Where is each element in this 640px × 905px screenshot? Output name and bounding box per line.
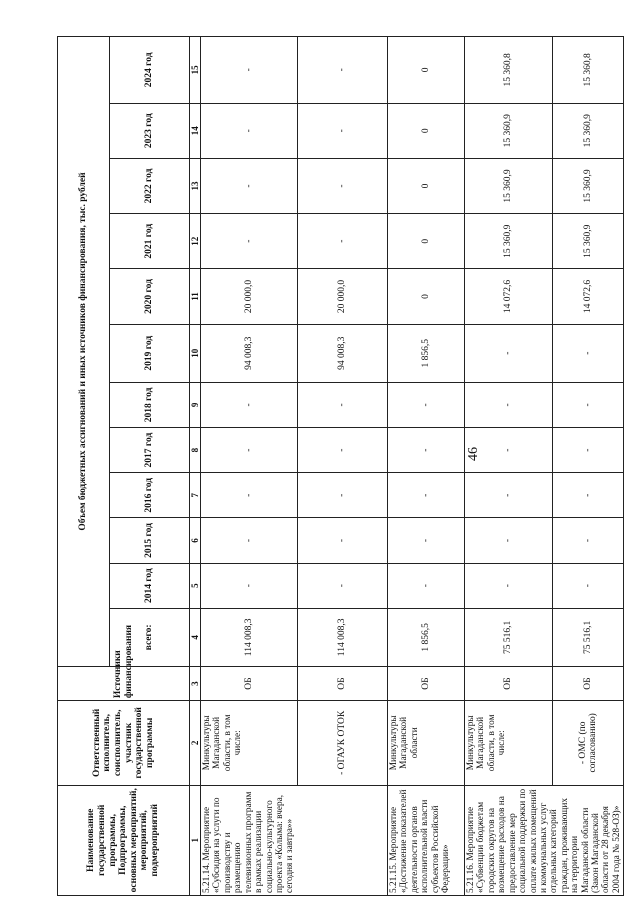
- value-cell: 0: [388, 37, 465, 104]
- row-name: 5.21.16. Мероприятие «Субвенции бюджетам городских округов на возмещение расходов на предоставление мер социальной поддержки по оплате жилых помещений и коммунальных услуг отдельных категорий граждан, проживающих на территории Магаданской области (Закон Магаданской области от 28 декабря 2004 года № 528-ОЗ)»: [465, 785, 624, 895]
- funding-table: [57, 36, 624, 896]
- row-responsible: - ОГАУК ОТОК: [298, 701, 388, 785]
- value-cell: 15 360,9: [465, 214, 553, 269]
- value-cell: -: [388, 473, 465, 518]
- column-index: 12: [190, 214, 201, 269]
- value-cell: 15 360,9: [465, 103, 553, 158]
- column-index: 9: [190, 382, 201, 427]
- header-name: Наименование государственной программы, Подпрограммы, основных мероприятий, мероприятий, подмероприятий: [58, 785, 190, 895]
- column-index: 8: [190, 428, 201, 473]
- value-cell: 15 360,9: [465, 158, 553, 213]
- value-total: 114 008,3: [298, 608, 388, 666]
- value-cell: 0: [388, 158, 465, 213]
- row-source: ОБ: [388, 667, 465, 701]
- table-row: [388, 37, 465, 896]
- table-row: [298, 37, 388, 896]
- header-year: 2022 год: [110, 158, 190, 213]
- value-cell: -: [298, 103, 388, 158]
- header-source: Источники финансирования: [58, 667, 190, 701]
- value-cell: -: [201, 158, 298, 213]
- value-cell: -: [298, 214, 388, 269]
- value-cell: -: [553, 324, 624, 382]
- column-index: 15: [190, 37, 201, 104]
- value-cell: -: [465, 428, 553, 473]
- value-cell: -: [465, 518, 553, 563]
- column-index: 3: [190, 667, 201, 701]
- value-cell: 94 008,3: [201, 324, 298, 382]
- value-cell: -: [465, 563, 553, 608]
- column-index: 10: [190, 324, 201, 382]
- value-cell: -: [553, 428, 624, 473]
- column-index: 5: [190, 563, 201, 608]
- value-cell: -: [465, 382, 553, 427]
- header-year: 2020 год: [110, 269, 190, 324]
- header-year: 2019 год: [110, 324, 190, 382]
- value-total: 114 008,3: [201, 608, 298, 666]
- value-cell: 15 360,8: [465, 37, 553, 104]
- value-cell: -: [201, 473, 298, 518]
- value-total: 75 516,1: [553, 608, 624, 666]
- row-source: ОБ: [298, 667, 388, 701]
- header-year: 2016 год: [110, 473, 190, 518]
- row-source: ОБ: [201, 667, 298, 701]
- value-cell: 20 000,0: [298, 269, 388, 324]
- value-cell: -: [298, 382, 388, 427]
- value-cell: 0: [388, 269, 465, 324]
- value-cell: 15 360,9: [553, 214, 624, 269]
- value-cell: 15 360,8: [553, 37, 624, 104]
- column-index: 13: [190, 158, 201, 213]
- header-year: 2015 год: [110, 518, 190, 563]
- value-cell: -: [465, 473, 553, 518]
- row-source: ОБ: [553, 667, 624, 701]
- row-responsible: - ОМС (по согласованию): [553, 701, 624, 785]
- header-year: 2023 год: [110, 103, 190, 158]
- column-index: 2: [190, 701, 201, 785]
- value-cell: -: [388, 518, 465, 563]
- header-year: 2021 год: [110, 214, 190, 269]
- header-year: 2024 год: [110, 37, 190, 104]
- header-volume: Объем бюджетных ассигнований и иных источников финансирования, тыс. рублей: [58, 37, 110, 667]
- value-cell: -: [388, 382, 465, 427]
- row-name: 5.21.15. Мероприятие «Достижение показателей деятельности органов исполнительной власти субъектов Российской Федерации»: [388, 785, 465, 895]
- value-cell: 1 856,5: [388, 324, 465, 382]
- value-cell: -: [298, 37, 388, 104]
- header-responsible: Ответственный исполнитель, соисполнитель, участник государственной программы: [58, 701, 190, 785]
- value-cell: -: [201, 37, 298, 104]
- table-row: [553, 37, 624, 896]
- header-row-1: [58, 37, 110, 896]
- value-total: 1 856,5: [388, 608, 465, 666]
- value-cell: 0: [388, 214, 465, 269]
- row-responsible: Минкультуры Магаданской области: [388, 701, 465, 785]
- value-cell: 14 072,6: [465, 269, 553, 324]
- header-total: всего:: [110, 608, 190, 666]
- column-index: 4: [190, 608, 201, 666]
- value-cell: 15 360,9: [553, 103, 624, 158]
- value-cell: -: [298, 158, 388, 213]
- page-number: 46: [466, 447, 481, 461]
- value-cell: -: [553, 473, 624, 518]
- row-responsible: Минкультуры Магаданской области, в том числе:: [201, 701, 298, 785]
- value-cell: -: [553, 563, 624, 608]
- header-year: 2018 год: [110, 382, 190, 427]
- value-cell: -: [553, 518, 624, 563]
- header-year: 2014 год: [110, 563, 190, 608]
- value-cell: -: [388, 428, 465, 473]
- column-index: 6: [190, 518, 201, 563]
- value-cell: 15 360,9: [553, 158, 624, 213]
- value-cell: -: [465, 324, 553, 382]
- table-row: [201, 37, 298, 896]
- value-cell: -: [298, 518, 388, 563]
- value-cell: -: [201, 103, 298, 158]
- value-cell: -: [201, 428, 298, 473]
- column-index: 14: [190, 103, 201, 158]
- value-cell: 14 072,6: [553, 269, 624, 324]
- value-cell: -: [298, 473, 388, 518]
- value-cell: -: [298, 563, 388, 608]
- column-index: 1: [190, 785, 201, 895]
- value-cell: -: [201, 518, 298, 563]
- value-cell: -: [201, 382, 298, 427]
- value-cell: -: [201, 563, 298, 608]
- value-cell: 94 008,3: [298, 324, 388, 382]
- value-cell: 0: [388, 103, 465, 158]
- header-year: 2017 год: [110, 428, 190, 473]
- value-cell: -: [298, 428, 388, 473]
- value-cell: -: [388, 563, 465, 608]
- value-cell: 20 000,0: [201, 269, 298, 324]
- row-source: ОБ: [465, 667, 553, 701]
- value-cell: -: [201, 214, 298, 269]
- table-row: [465, 37, 553, 896]
- column-index: 7: [190, 473, 201, 518]
- value-total: 75 516,1: [465, 608, 553, 666]
- rotated-table-wrapper: [57, 36, 622, 896]
- value-cell: -: [553, 382, 624, 427]
- row-name: 5.21.14. Мероприятие «Субсидия на услуги по производству и размещению телевизионных программ в рамках реализации социально-культурного проекта «Колыма: вчера, сегодня и завтра»»: [201, 785, 388, 895]
- column-index: 11: [190, 269, 201, 324]
- row-responsible: Минкультуры Магаданской области, в том числе:: [465, 701, 553, 785]
- index-row: [190, 37, 201, 896]
